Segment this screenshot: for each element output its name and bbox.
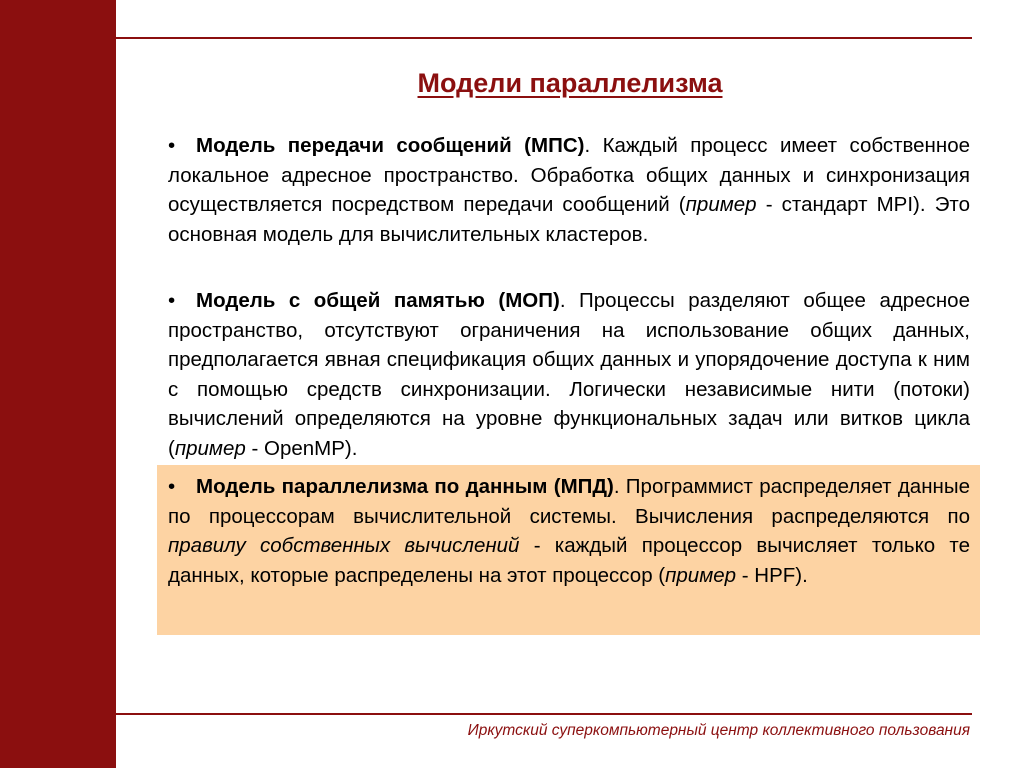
bullet-mop [168, 286, 970, 463]
bottom-rule [52, 713, 972, 715]
bullet-heading: Модель параллелизма по данным (МПД) [196, 475, 614, 498]
bullet-text: - стандарт MPI). Это основная модель для вычислительных кластеров. [168, 193, 970, 246]
left-accent-bar [0, 0, 116, 768]
bullet-symbol: • [168, 289, 176, 312]
bullet-text: . Процессы разделяют общее адресное пространство, отсутствуют ограничения на использование общих данных, предполагается явная спецификация общих данных и упорядочение доступа к ним с помощью средств синхронизации. Логически независимые нити (потоки) вычислений определяются на уровне функциональных задач или витков цикла ( [168, 289, 970, 460]
top-rule [52, 37, 972, 39]
bullet-example: пример [665, 563, 737, 587]
bullet-text: . Программист распределяет данные по процессорам вычислительной системы. Вычисления распределяются по [168, 475, 970, 528]
footer-text: Иркутский суперкомпьютерный центр коллективного пользования [467, 722, 970, 739]
bullet-text: - HPF). [736, 563, 808, 587]
bullet-example: пример [174, 436, 246, 460]
bullet-heading: Модель с общей памятью (МОП) [196, 289, 560, 312]
bullet-mpd [168, 472, 970, 590]
bullet-heading: Модель передачи сообщений (МПС) [196, 134, 585, 157]
bullet-rule: правилу собственных вычислений [168, 534, 520, 557]
bullet-example: пример [685, 193, 757, 216]
bullet-text: . Каждый процесс имеет собственное локальное адресное пространство. Обработка общих данных и синхронизация осуществляется посредством передачи сообщений ( [168, 134, 970, 216]
bullet-symbol: • [168, 134, 176, 157]
bullet-text: - OpenMP). [245, 436, 358, 460]
bullet-symbol: • [168, 475, 176, 498]
bullet-mps [168, 131, 970, 249]
slide-title: Модели параллелизма [417, 68, 723, 98]
bullet-text: - каждый процессор вычисляет только те данных, которые распределены на этот процессор ( [168, 534, 970, 587]
